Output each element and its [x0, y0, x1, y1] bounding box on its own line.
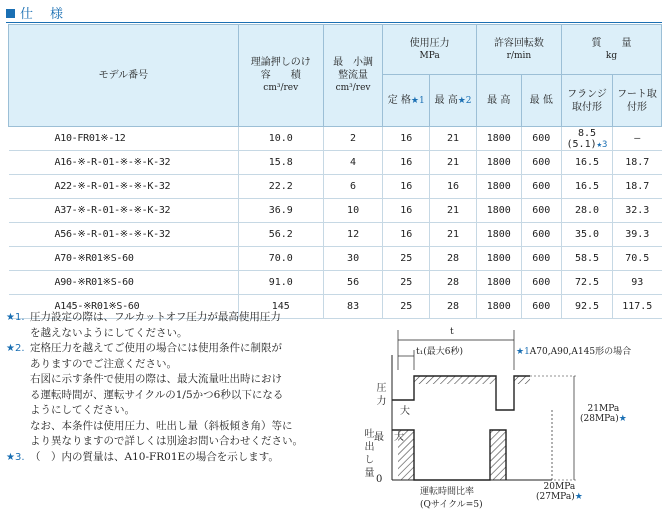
header-max-pressure: 最 高★2	[430, 75, 477, 127]
spec-table	[8, 24, 662, 319]
cell-speed-min: 600	[521, 271, 561, 295]
cell-speed-max: 1800	[476, 295, 521, 319]
cell-max-pressure: 28	[430, 271, 477, 295]
diagram-note: ★1A70,A90,A145形の場合	[516, 347, 632, 357]
note-line: を越えないようにしてください。	[30, 326, 188, 339]
header-speed: 許容回転数 r/min	[476, 25, 561, 75]
cell-speed-min: 600	[521, 199, 561, 223]
cell-foot: 32.3	[613, 199, 662, 223]
cell-flange: 16.5	[561, 151, 612, 175]
flow-axis-label: 吐出し量	[362, 428, 373, 480]
note-line: 定格圧力を越えてご使用の場合には使用条件に制限が	[30, 342, 282, 354]
table-row	[9, 175, 662, 199]
cell-rated: 25	[383, 247, 430, 271]
table-row	[9, 223, 662, 247]
cell-speed-max: 1800	[476, 127, 521, 151]
cell-model: A56-※-R-01-※-※-K-32	[9, 223, 239, 247]
cell-rated: 16	[383, 151, 430, 175]
cell-min-adjust: 83	[323, 295, 383, 319]
note-item	[6, 450, 306, 466]
cell-foot: 39.3	[613, 223, 662, 247]
cell-displacement: 22.2	[238, 175, 323, 199]
header-pressure: 使用圧力 MPa	[383, 25, 477, 75]
note-mark: ★1.	[6, 312, 25, 323]
p-high-label: 21MPa (28MPa)★	[580, 404, 627, 424]
notes	[6, 310, 306, 465]
cell-speed-max: 1800	[476, 223, 521, 247]
cell-model: A37-※-R-01-※-※-K-32	[9, 199, 239, 223]
section-title: 仕 様	[6, 3, 65, 22]
cell-rated: 16	[383, 175, 430, 199]
cell-max-pressure: 21	[430, 223, 477, 247]
pressure-cycle-diagram	[330, 310, 660, 510]
cell-model: A145-※R01※S-60	[9, 295, 239, 319]
flow-hatch-2	[490, 430, 506, 480]
ratio-label: 運転時間比率 (Qサイクル=5)	[420, 487, 483, 510]
header-flange: フランジ取付形	[561, 75, 612, 127]
note-item	[6, 310, 306, 341]
cell-min-adjust: 56	[323, 271, 383, 295]
note-line: る運転時間が、運転サイクルの1/5かつ6秒以下になる	[30, 388, 284, 401]
cell-rated: 16	[383, 127, 430, 151]
pressure-dai-label: 大	[400, 406, 410, 417]
header-min-adjust: 最 小調整流量 cm³/rev	[323, 25, 383, 127]
cell-flange: 35.0	[561, 223, 612, 247]
cell-speed-max: 1800	[476, 247, 521, 271]
cell-speed-min: 600	[521, 247, 561, 271]
cell-max-pressure: 21	[430, 199, 477, 223]
cell-model: A16-※-R-01-※-※-K-32	[9, 151, 239, 175]
cell-foot: 18.7	[613, 175, 662, 199]
cell-max-pressure: 28	[430, 295, 477, 319]
note-line: 圧力設定の際は、フルカットオフ圧力が最高使用圧力	[30, 311, 281, 323]
table-row	[9, 151, 662, 175]
note-mark: ★3.	[6, 451, 25, 463]
note-line: ようにしてください。	[30, 404, 135, 416]
cell-speed-min: 600	[521, 127, 561, 151]
cell-foot: —	[613, 127, 662, 151]
cell-min-adjust: 10	[323, 199, 383, 223]
note-line: なお、本条件は使用圧力、吐出し量（斜板傾き角）等に	[30, 419, 293, 432]
note-line: 右図に示す条件で使用の際は、最大流量吐出時におけ	[30, 373, 282, 385]
cell-speed-min: 600	[521, 175, 561, 199]
table-row	[9, 271, 662, 295]
pressure-hatch-1	[414, 376, 496, 384]
cell-flange: 8.5 (5.1)★3	[561, 127, 612, 151]
table-row	[9, 199, 662, 223]
header-displacement: 理論押しのけ容 積 cm³/rev	[238, 25, 323, 127]
t1-label: t₁(最大6秒)	[416, 347, 463, 357]
cell-model: A22-※-R-01-※-※-K-32	[9, 175, 239, 199]
zero-label: 0	[376, 474, 383, 485]
note-mark: ★2.	[6, 343, 25, 354]
cell-min-adjust: 2	[323, 127, 383, 151]
cell-rated: 25	[383, 271, 430, 295]
cell-rated: 16	[383, 223, 430, 247]
note-item	[6, 341, 306, 450]
header-rated: 定 格★1	[383, 75, 430, 127]
header-foot: フート取付形	[613, 75, 662, 127]
cell-rated: 16	[383, 199, 430, 223]
note-line: より異なりますので詳しくは別途お問い合わせください。	[30, 435, 303, 447]
cell-displacement: 15.8	[238, 151, 323, 175]
cell-max-pressure: 21	[430, 127, 477, 151]
cell-model: A10-FR01※-12	[9, 127, 239, 151]
cell-flange: 28.0	[561, 199, 612, 223]
cell-displacement: 145	[238, 295, 323, 319]
p-low-label: 20MPa (27MPa)★	[536, 482, 583, 502]
cell-speed-max: 1800	[476, 271, 521, 295]
cell-displacement: 36.9	[238, 199, 323, 223]
cell-rated: 25	[383, 295, 430, 319]
t-label: t	[450, 327, 454, 337]
section-square-icon	[6, 9, 15, 18]
note-line: ありますのでご注意ください。	[30, 357, 177, 370]
cell-displacement: 91.0	[238, 271, 323, 295]
cell-max-pressure: 21	[430, 151, 477, 175]
cell-model: A90-※R01※S-60	[9, 271, 239, 295]
cell-flange: 16.5	[561, 175, 612, 199]
cell-min-adjust: 30	[323, 247, 383, 271]
cell-foot: 70.5	[613, 247, 662, 271]
cell-speed-max: 1800	[476, 175, 521, 199]
cell-flange: 92.5	[561, 295, 612, 319]
cell-min-adjust: 12	[323, 223, 383, 247]
cell-flange: 72.5	[561, 271, 612, 295]
table-row	[9, 127, 662, 151]
pressure-hatch-2	[514, 376, 530, 384]
cell-min-adjust: 4	[323, 151, 383, 175]
cell-min-adjust: 6	[323, 175, 383, 199]
cell-speed-min: 600	[521, 295, 561, 319]
note-line: （ ）内の質量は、A10-FR01Eの場合を示します。	[30, 450, 279, 463]
title-rule	[6, 22, 662, 23]
cell-displacement: 70.0	[238, 247, 323, 271]
cell-displacement: 10.0	[238, 127, 323, 151]
cell-speed-max: 1800	[476, 151, 521, 175]
cell-max-pressure: 28	[430, 247, 477, 271]
header-speed-max: 最 高	[476, 75, 521, 127]
header-mass: 質 量 kg	[561, 25, 661, 75]
flow-max-label: 最 大	[374, 432, 404, 443]
cell-speed-max: 1800	[476, 199, 521, 223]
cell-foot: 18.7	[613, 151, 662, 175]
table-row	[9, 247, 662, 271]
cell-foot: 93	[613, 271, 662, 295]
cell-max-pressure: 16	[430, 175, 477, 199]
cell-speed-min: 600	[521, 223, 561, 247]
cell-speed-min: 600	[521, 151, 561, 175]
cell-displacement: 56.2	[238, 223, 323, 247]
pressure-axis-label: 圧力	[374, 382, 385, 408]
cell-model: A70-※R01※S-60	[9, 247, 239, 271]
header-model: モデル番号	[9, 25, 239, 127]
cell-flange: 58.5	[561, 247, 612, 271]
cell-foot: 117.5	[613, 295, 662, 319]
header-speed-min: 最 低	[521, 75, 561, 127]
